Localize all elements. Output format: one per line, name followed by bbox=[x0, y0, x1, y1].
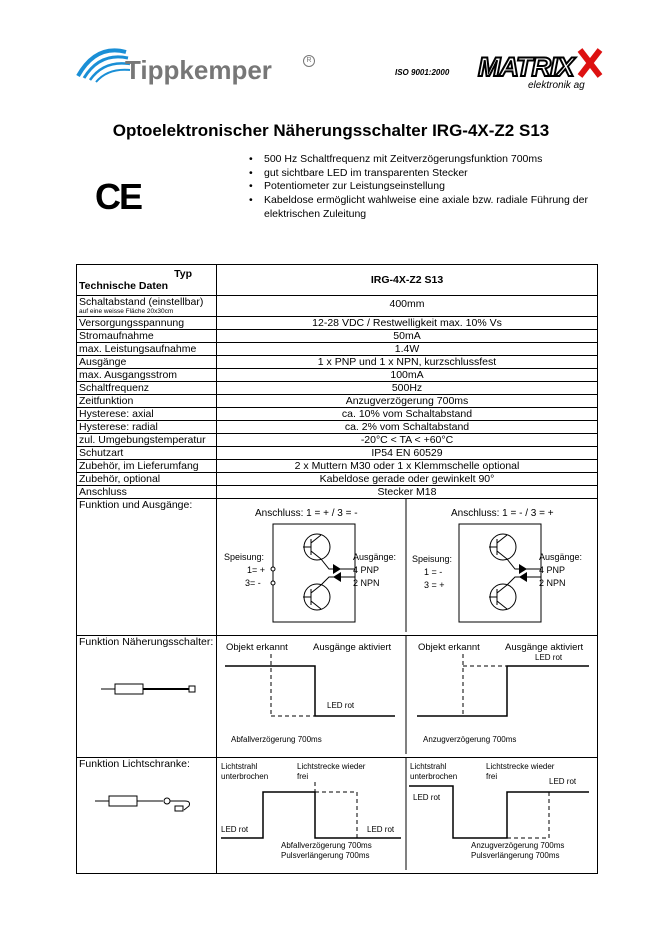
feature-item: • Potentiometer zur Leistungseinstellung bbox=[248, 180, 608, 194]
nr-delay: Anzugverzögerung 700ms bbox=[423, 735, 517, 744]
naeherung-label: Funktion Näherungsschalter: bbox=[79, 636, 214, 648]
page-title: Optoelektronischer Näherungsschalter IRG-4X-Z2 S13 bbox=[112, 121, 550, 140]
licht-diagram-cell bbox=[217, 758, 598, 874]
row-value: Anzugverzögerung 700ms bbox=[217, 395, 598, 408]
feature-item: • Kabeldose ermöglicht wahlweise eine axiale bzw. radiale Führung der elektrischen Zuleitung bbox=[248, 194, 608, 221]
licht-diagrams bbox=[217, 758, 597, 870]
row-label: Hysterese: axial bbox=[77, 408, 217, 421]
nl-led: LED rot bbox=[327, 701, 355, 710]
right-out4: 4 PNP bbox=[539, 565, 566, 575]
row-note: auf eine weisse Fläche 20x30cm bbox=[79, 308, 174, 315]
table-row bbox=[77, 408, 598, 421]
left-ausgaenge: Ausgänge: bbox=[353, 552, 397, 562]
table-row bbox=[77, 421, 598, 434]
lr-delay2: Pulsverlängerung 700ms bbox=[471, 851, 560, 860]
row-value: 2 x Muttern M30 oder 1 x Klemmschelle optional bbox=[217, 460, 598, 473]
lr-frei2: frei bbox=[486, 772, 498, 781]
row-value: 1 x PNP und 1 x NPN, kurzschlussfest bbox=[217, 356, 598, 369]
left-pin1: 1= + bbox=[247, 565, 266, 575]
feature-list bbox=[248, 153, 608, 222]
table-row bbox=[77, 486, 598, 499]
licht-row bbox=[77, 758, 598, 874]
table-row bbox=[77, 356, 598, 369]
brand-name: Tippkemper bbox=[125, 55, 272, 85]
ll-delay2: Pulsverlängerung 700ms bbox=[281, 851, 370, 860]
feature-item: • gut sichtbare LED im transparenten Stecker bbox=[248, 167, 608, 181]
ll-delay1: Abfallverzögerung 700ms bbox=[281, 841, 372, 850]
nr-led: LED rot bbox=[535, 653, 563, 662]
table-row bbox=[77, 447, 598, 460]
table-row bbox=[77, 395, 598, 408]
row-value: ca. 10% vom Schaltabstand bbox=[217, 408, 598, 421]
ll-led1: LED rot bbox=[221, 825, 249, 834]
row-label: Schaltfrequenz bbox=[77, 382, 217, 395]
table-row bbox=[77, 473, 598, 486]
row-label: Zeitfunktion bbox=[77, 395, 217, 408]
row-value: Stecker M18 bbox=[217, 486, 598, 499]
feature-item: • 500 Hz Schaltfrequenz mit Zeitverzögerungsfunktion 700ms bbox=[248, 153, 608, 167]
matrix-logo-sub: elektronik ag bbox=[528, 80, 585, 91]
model-name: IRG-4X-Z2 S13 bbox=[217, 265, 598, 296]
table-row bbox=[77, 369, 598, 382]
lr-strahl1: Lichtstrahl bbox=[410, 762, 447, 771]
row-value: 100mA bbox=[217, 369, 598, 382]
right-pin3: 3 = + bbox=[424, 580, 445, 590]
left-anschluss: Anschluss: 1 = + / 3 = - bbox=[255, 508, 358, 519]
nl-objekt: Objekt erkannt bbox=[226, 642, 288, 653]
header-tech: Technische Daten bbox=[79, 280, 169, 292]
row-value: 50mA bbox=[217, 330, 598, 343]
row-value: 500Hz bbox=[217, 382, 598, 395]
lichtschranke-icon bbox=[79, 770, 213, 860]
circuit-cell bbox=[217, 499, 598, 636]
row-label: zul. Umgebungstemperatur bbox=[77, 434, 217, 447]
row-value: IP54 EN 60529 bbox=[217, 447, 598, 460]
row-label: Stromaufnahme bbox=[77, 330, 217, 343]
row-label: max. Leistungsaufnahme bbox=[77, 343, 217, 356]
ce-mark: CE bbox=[95, 176, 142, 217]
header-typ: Typ bbox=[174, 268, 192, 280]
left-pin3: 3= - bbox=[245, 578, 261, 588]
naeherung-row bbox=[77, 636, 598, 758]
row-label: Schaltabstand (einstellbar) auf eine weisse Fläche 20x30cm bbox=[77, 296, 217, 317]
row-label: Schutzart bbox=[77, 447, 217, 460]
left-out2: 2 NPN bbox=[353, 578, 380, 588]
right-ausgaenge: Ausgänge: bbox=[539, 552, 583, 562]
nl-ausgaenge: Ausgänge aktiviert bbox=[313, 642, 392, 653]
registered-mark: R bbox=[303, 55, 315, 67]
right-speisung: Speisung: bbox=[412, 554, 453, 564]
iso-certification: ISO 9001:2000 bbox=[395, 68, 450, 77]
funktion-label: Funktion und Ausgänge: bbox=[77, 499, 217, 636]
lr-led2: LED rot bbox=[549, 777, 577, 786]
nl-delay: Abfallverzögerung 700ms bbox=[231, 735, 322, 744]
lr-strahl2: unterbrochen bbox=[410, 772, 458, 781]
lr-frei1: Lichtstrecke wieder bbox=[486, 762, 555, 771]
ll-strahl1: Lichtstrahl bbox=[221, 762, 258, 771]
lr-delay1: Anzugverzögerung 700ms bbox=[471, 841, 565, 850]
table-row bbox=[77, 382, 598, 395]
ll-frei1: Lichtstrecke wieder bbox=[297, 762, 366, 771]
matrix-logo-icon bbox=[476, 46, 604, 92]
naeherung-diagram-cell bbox=[217, 636, 598, 758]
table-row bbox=[77, 296, 598, 317]
ll-frei2: frei bbox=[297, 772, 309, 781]
nr-objekt: Objekt erkannt bbox=[418, 642, 480, 653]
sensor-icon bbox=[79, 648, 213, 738]
row-value: 400mm bbox=[217, 296, 598, 317]
row-label: max. Ausgangsstrom bbox=[77, 369, 217, 382]
row-value: 1.4W bbox=[217, 343, 598, 356]
row-value: 12-28 VDC / Restwelligkeit max. 10% Vs bbox=[217, 317, 598, 330]
table-row bbox=[77, 317, 598, 330]
naeherung-diagrams bbox=[217, 636, 597, 754]
licht-label-cell bbox=[77, 758, 217, 874]
row-label: Versorgungsspannung bbox=[77, 317, 217, 330]
left-circuit-box bbox=[273, 524, 355, 622]
table-row bbox=[77, 460, 598, 473]
lr-led1: LED rot bbox=[413, 793, 441, 802]
matrix-logo-text: MATRIX bbox=[478, 52, 574, 82]
row-label: Ausgänge bbox=[77, 356, 217, 369]
table-row bbox=[77, 343, 598, 356]
licht-label: Funktion Lichtschranke: bbox=[79, 758, 190, 770]
naeherung-label-cell bbox=[77, 636, 217, 758]
ll-led2: LED rot bbox=[367, 825, 395, 834]
right-pin1: 1 = - bbox=[424, 567, 443, 577]
spec-table bbox=[76, 264, 598, 874]
row-value: -20°C < TA < +60°C bbox=[217, 434, 598, 447]
row-value: ca. 2% vom Schaltabstand bbox=[217, 421, 598, 434]
right-out2: 2 NPN bbox=[539, 578, 566, 588]
table-row bbox=[77, 330, 598, 343]
row-label: Zubehör, optional bbox=[77, 473, 217, 486]
table-header-row bbox=[77, 265, 598, 296]
row-value: Kabeldose gerade oder gewinkelt 90° bbox=[217, 473, 598, 486]
ll-strahl2: unterbrochen bbox=[221, 772, 269, 781]
right-circuit-box bbox=[459, 524, 541, 622]
nr-ausgaenge: Ausgänge aktiviert bbox=[505, 642, 584, 653]
right-anschluss: Anschluss: 1 = - / 3 = + bbox=[451, 508, 554, 519]
row-label: Hysterese: radial bbox=[77, 421, 217, 434]
header-label-cell bbox=[77, 265, 217, 296]
table-row bbox=[77, 434, 598, 447]
funktion-row bbox=[77, 499, 598, 636]
row-label: Zubehör, im Lieferumfang bbox=[77, 460, 217, 473]
row-label: Anschluss bbox=[77, 486, 217, 499]
circuit-diagrams bbox=[217, 499, 597, 632]
left-out4: 4 PNP bbox=[353, 565, 380, 575]
left-speisung: Speisung: bbox=[224, 552, 265, 562]
